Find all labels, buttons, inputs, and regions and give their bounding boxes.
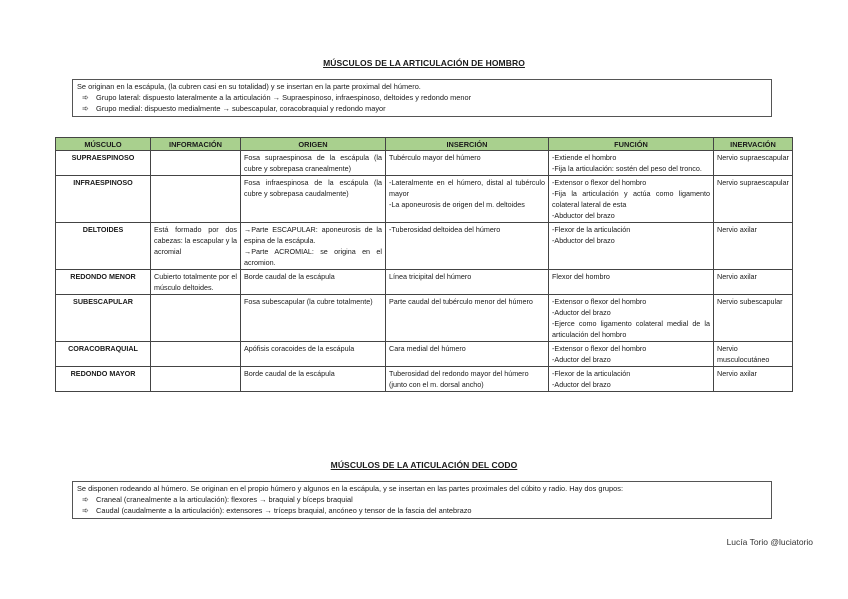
table-row	[56, 270, 793, 295]
function-line: -Aductor del brazo	[552, 380, 611, 389]
insertion-line: -Lateralmente en el húmero, distal al tubérculo mayor	[389, 178, 545, 198]
function-line: -Flexor de la articulación	[552, 225, 631, 234]
cell-info	[151, 295, 241, 342]
cell-function	[549, 223, 714, 270]
function-line: -Ejerce como ligamento colateral medial de la articulación del hombro	[552, 319, 710, 339]
cell-origin: Apófisis coracoides de la escápula	[241, 342, 386, 367]
cell-innervation: Nervio axilar	[714, 223, 793, 270]
cell-info	[151, 176, 241, 223]
function-line: -Extensor o flexor del hombro	[552, 344, 647, 353]
header-innervation: INERVACIÓN	[714, 138, 793, 151]
cell-muscle: REDONDO MENOR	[56, 270, 151, 295]
cell-insertion: Línea tricipital del húmero	[386, 270, 549, 295]
cell-insertion: -Tuberosidad deltoidea del húmero	[386, 223, 549, 270]
cell-muscle: SUBESCAPULAR	[56, 295, 151, 342]
cell-function	[549, 270, 714, 295]
cell-origin: Borde caudal de la escápula	[241, 270, 386, 295]
cell-innervation: Nervio supraescapular	[714, 176, 793, 223]
cell-innervation: Nervio axilar	[714, 367, 793, 392]
cell-innervation: Nervio supraescapular	[714, 151, 793, 176]
shoulder-intro-text: Se originan en la escápula, (la cubren casi en su totalidad) y se insertan en la parte proximal del húmero.	[77, 82, 421, 91]
cell-insertion: Tubérculo mayor del húmero	[386, 151, 549, 176]
cell-origin: Fosa infraespinosa de la escápula (la cubre y sobrepasa caudalmente)	[241, 176, 386, 223]
table-row	[56, 223, 793, 270]
function-line: -Aductor del brazo	[552, 308, 611, 317]
cell-function	[549, 295, 714, 342]
cell-muscle: DELTOIDES	[56, 223, 151, 270]
table-row	[56, 342, 793, 367]
group-cranial-text: Craneal (cranealmente a la articulación): flexores → braquial y bíceps braquial	[96, 495, 353, 504]
shoulder-group-lateral	[77, 92, 767, 103]
function-line: -Fija la articulación y actúa como ligamento colateral lateral de esta	[552, 189, 710, 209]
function-line: -Extensor o flexor del hombro	[552, 297, 647, 306]
arrow-bullet-icon: ➾	[82, 93, 89, 102]
cell-innervation: Nervio axilar	[714, 270, 793, 295]
origin-line: →Parte ESCAPULAR: aponeurosis de la espina de la escápula.	[244, 225, 382, 245]
muscles-table	[55, 137, 793, 392]
arrow-bullet-icon: ➾	[82, 104, 89, 113]
cell-innervation: Nervio musculocutáneo	[714, 342, 793, 367]
function-line: -Extiende el hombro	[552, 153, 617, 162]
cell-info	[151, 367, 241, 392]
header-function: FUNCIÓN	[549, 138, 714, 151]
header-insertion: INSERCIÓN	[386, 138, 549, 151]
elbow-intro-box	[72, 481, 772, 519]
cell-origin: Borde caudal de la escápula	[241, 367, 386, 392]
origin-line: →Parte ACROMIAL: se origina en el acromion.	[244, 247, 382, 267]
cell-info	[151, 151, 241, 176]
cell-insertion: Parte caudal del tubérculo menor del húmero	[386, 295, 549, 342]
table-row	[56, 151, 793, 176]
group-lateral-text: Grupo lateral: dispuesto lateralmente a la articulación → Supraespinoso, infraespinoso, deltoides y redondo menor	[96, 93, 472, 102]
header-info: INFORMACIÓN	[151, 138, 241, 151]
function-line: -Fija la articulación: sostén del peso del tronco.	[552, 164, 702, 173]
cell-info: Está formado por dos cabezas: la escapular y la acromial	[151, 223, 241, 270]
cell-function	[549, 176, 714, 223]
elbow-group-cranial	[77, 494, 767, 505]
cell-insertion: Tuberosidad del redondo mayor del húmero (junto con el m. dorsal ancho)	[386, 367, 549, 392]
cell-function	[549, 151, 714, 176]
shoulder-group-medial	[77, 103, 767, 114]
function-line: -Aductor del brazo	[552, 355, 611, 364]
table-row	[56, 295, 793, 342]
shoulder-intro-box	[72, 79, 772, 117]
table-header-row	[56, 138, 793, 151]
cell-insertion: Cara medial del húmero	[386, 342, 549, 367]
function-line: -Abductor del brazo	[552, 211, 615, 220]
cell-origin	[241, 223, 386, 270]
cell-muscle: CORACOBRAQUIAL	[56, 342, 151, 367]
group-medial-text: Grupo medial: dispuesto medialmente → subescapular, coracobraquial y redondo mayor	[96, 104, 386, 113]
insertion-line: -La aponeurosis de origen del m. deltoides	[389, 200, 525, 209]
cell-muscle: SUPRAESPINOSO	[56, 151, 151, 176]
cell-muscle: INFRAESPINOSO	[56, 176, 151, 223]
function-line: -Extensor o flexor del hombro	[552, 178, 647, 187]
cell-function	[549, 342, 714, 367]
table-row	[56, 367, 793, 392]
shoulder-title: MÚSCULOS DE LA ARTICULACIÓN DE HOMBRO	[323, 58, 525, 68]
cell-function	[549, 367, 714, 392]
elbow-title: MÚSCULOS DE LA ATICULACIÓN DEL CODO	[330, 460, 518, 470]
cell-info	[151, 342, 241, 367]
cell-origin: Fosa supraespinosa de la escápula (la cubre y sobrepasa cranealmente)	[241, 151, 386, 176]
cell-origin: Fosa subescapular (la cubre totalmente)	[241, 295, 386, 342]
function-line: -Flexor de la articulación	[552, 369, 631, 378]
elbow-intro-text: Se disponen rodeando al húmero. Se originan en el propio húmero y algunos en la escápula, y se insertan en las partes proximales del cúbito y radio. Hay dos grupos:	[77, 484, 624, 493]
table-row	[56, 176, 793, 223]
header-muscle: MÚSCULO	[56, 138, 151, 151]
cell-muscle: REDONDO MAYOR	[56, 367, 151, 392]
cell-innervation: Nervio subescapular	[714, 295, 793, 342]
group-caudal-text: Caudal (caudalmente a la articulación): extensores → tríceps braquial, ancóneo y tensor de la fascia del antebrazo	[96, 506, 472, 515]
arrow-bullet-icon: ➾	[82, 495, 89, 504]
elbow-group-caudal	[77, 505, 767, 516]
function-line: Flexor del hombro	[552, 272, 610, 281]
arrow-bullet-icon: ➾	[82, 506, 89, 515]
cell-insertion	[386, 176, 549, 223]
header-origin: ORIGEN	[241, 138, 386, 151]
cell-info: Cubierto totalmente por el músculo deltoides.	[151, 270, 241, 295]
author-credit: Lucía Torio @luciatorio	[726, 537, 813, 547]
function-line: -Abductor del brazo	[552, 236, 615, 245]
